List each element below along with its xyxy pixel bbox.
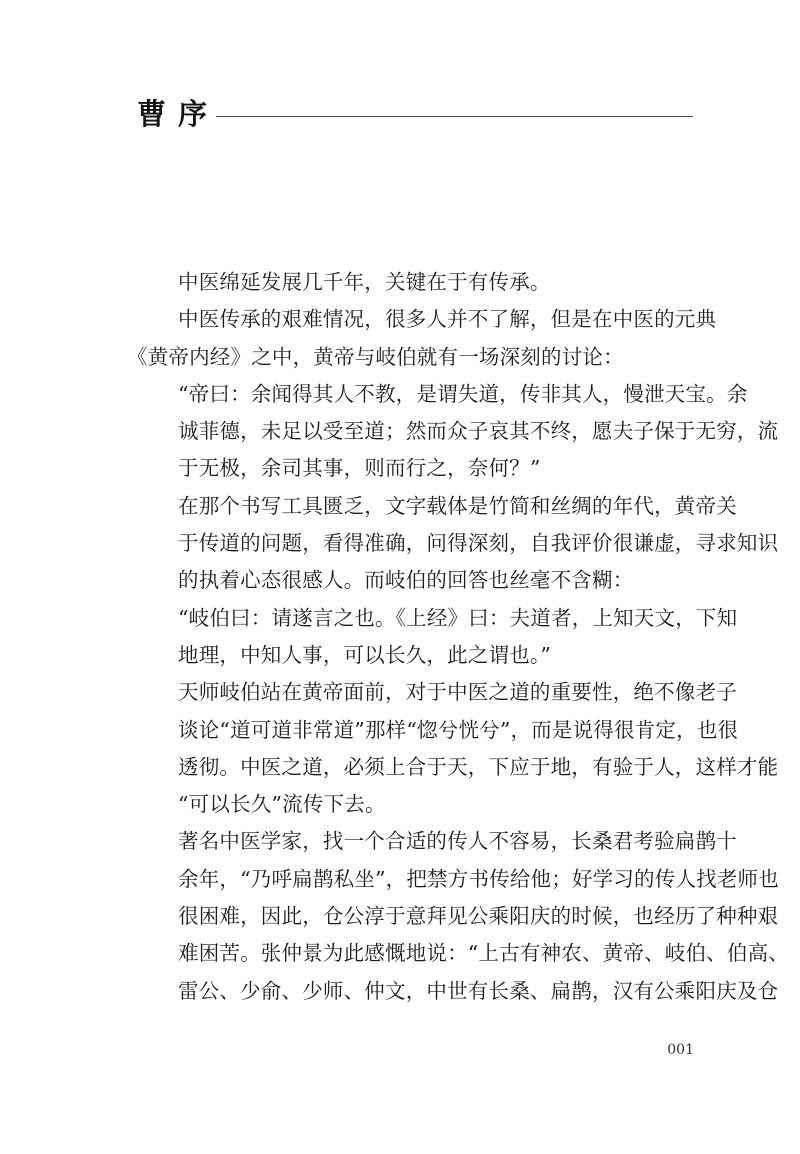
paragraph xyxy=(127,301,717,376)
text-line: 雷公、少俞、少师、仲文，中世有长桑、扁鹊，汉有公乘阳庆及仓 xyxy=(178,978,779,1003)
paragraph xyxy=(137,674,779,823)
text-line: 天师岐伯站在黄帝面前，对于中医之道的重要性，绝不像老子 xyxy=(178,680,737,705)
text-line: 《黄帝内经》之中，黄帝与岐伯就有一场深刻的讨论： xyxy=(127,344,624,369)
text-line: 著名中医学家，找一个合适的传人不容易，长桑君考验扁鹊十 xyxy=(178,829,737,854)
text-line: 余年，“乃呼扁鹊私坐”，把禁方书传给他；好学习的传人找老师也 xyxy=(178,866,779,891)
chapter-header xyxy=(137,92,693,140)
paragraph xyxy=(137,488,779,600)
title-divider xyxy=(216,116,693,117)
text-line: 很困难，因此，仓公淳于意拜见公乘阳庆的时候，也经历了种种艰 xyxy=(178,904,779,929)
text-line: 透彻。中医之道，必须上合于天，下应于地，有验于人，这样才能 xyxy=(178,754,779,779)
text-line: 诚菲德，未足以受至道；然而众子哀其不终，愿夫子保于无穷，流 xyxy=(178,419,779,444)
chapter-title: 曹序 xyxy=(137,97,220,131)
text-line: 在那个书写工具匮乏，文字载体是竹简和丝绸的年代，黄帝关 xyxy=(178,493,737,518)
text-line: 于传道的问题，看得准确，问得深刻，自我评价很谦虚，寻求知识 xyxy=(178,531,779,556)
paragraph xyxy=(137,600,738,675)
paragraph xyxy=(137,376,779,488)
text-line: 谈论“道可道非常道”那样“惚兮恍兮”，而是说得很肯定，也很 xyxy=(178,717,739,742)
text-line: 中医传承的艰难情况，很多人并不了解，但是在中医的元典 xyxy=(178,307,717,332)
paragraph xyxy=(137,823,789,1009)
page-number: 001 xyxy=(667,1042,694,1058)
text-line: “岐伯曰：请遂言之也。《上经》曰：夫道者，上知天文，下知 xyxy=(178,605,738,630)
text-line: “帝曰：余闻得其人不教，是谓失道，传非其人，慢泄天宝。余 xyxy=(178,381,748,406)
paragraph xyxy=(137,264,693,301)
body-text xyxy=(127,264,789,1010)
text-line: 于无极，余司其事，则而行之，奈何？” xyxy=(178,456,541,481)
text-line: 的执着心态很感人。而岐伯的回答也丝毫不含糊： xyxy=(178,568,634,593)
text-line: “可以长久”流传下去。 xyxy=(178,792,386,817)
text-line: 地理，中知人事，可以长久，此之谓也。” xyxy=(178,642,552,667)
text-line: 中医绵延发展几千年，关键在于有传承。 xyxy=(178,270,551,294)
text-line: 难困苦。张仲景为此感慨地说：“上古有神农、黄帝、岐伯、伯高、 xyxy=(178,941,789,966)
